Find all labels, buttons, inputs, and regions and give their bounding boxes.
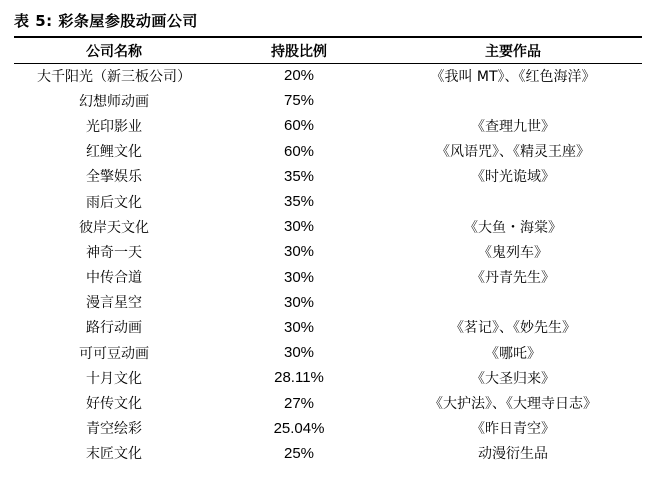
table-row — [14, 139, 642, 164]
company-name: 漫言星空 — [86, 295, 142, 312]
company-name: 幻想师动画 — [79, 93, 149, 110]
share-percent: 60% — [283, 142, 315, 160]
header-share: 持股比例 — [271, 44, 327, 60]
table-header-row — [14, 39, 642, 63]
company-name: 中传合道 — [86, 270, 142, 287]
major-works: 《大圣归来》 — [471, 370, 555, 387]
table-row — [14, 164, 642, 189]
company-name: 大千阳光（新三板公司） — [37, 68, 191, 85]
share-percent: 30% — [283, 318, 315, 336]
share-percent: 30% — [283, 268, 315, 286]
share-percent: 25% — [283, 444, 315, 462]
company-name: 彼岸天文化 — [79, 219, 149, 236]
company-name: 末匠文化 — [86, 446, 142, 463]
share-percent: 30% — [283, 243, 315, 261]
major-works: 《我叫 MT》、《红色海洋》 — [430, 68, 596, 85]
table-row — [14, 416, 642, 441]
major-works: 《时光诡域》 — [471, 169, 555, 186]
company-name: 青空绘彩 — [86, 421, 142, 438]
table-row — [14, 63, 642, 88]
table-caption: 表 5: 彩条屋参股动画公司 — [14, 12, 198, 30]
major-works: 《大鱼・海棠》 — [464, 219, 562, 236]
company-name: 雨后文化 — [86, 194, 142, 211]
share-percent: 60% — [283, 117, 315, 135]
table-top-rule — [14, 36, 642, 38]
major-works: 《鬼列车》 — [478, 244, 548, 261]
share-percent: 30% — [283, 344, 315, 362]
major-works: 《查理九世》 — [471, 118, 555, 135]
table-row — [14, 290, 642, 315]
company-name: 好传文化 — [86, 396, 142, 413]
header-works: 主要作品 — [485, 44, 541, 60]
major-works: 《大护法》、《大理寺日志》 — [429, 396, 597, 413]
table-row — [14, 214, 642, 239]
share-percent: 30% — [283, 293, 315, 311]
table-row — [14, 265, 642, 290]
major-works: 动漫衍生品 — [478, 446, 548, 463]
share-percent: 25.04% — [273, 419, 325, 437]
share-percent: 35% — [283, 193, 315, 211]
company-name: 光印影业 — [86, 118, 142, 135]
company-name: 可可豆动画 — [79, 345, 149, 362]
major-works: 《风语咒》、《精灵王座》 — [436, 144, 590, 161]
company-name: 全擎娱乐 — [86, 169, 142, 186]
table-row — [14, 189, 642, 214]
major-works: 《昨日青空》 — [471, 421, 555, 438]
table-row — [14, 365, 642, 390]
company-name: 红鲤文化 — [86, 144, 142, 161]
company-name: 神奇一天 — [86, 244, 142, 261]
share-percent: 30% — [283, 218, 315, 236]
major-works: 《哪吒》 — [485, 345, 541, 362]
major-works — [384, 290, 642, 315]
major-works: 《丹青先生》 — [471, 270, 555, 287]
share-percent: 28.11% — [274, 369, 324, 387]
share-percent: 20% — [283, 67, 315, 85]
share-percent: 35% — [283, 167, 315, 185]
table-row — [14, 390, 642, 415]
share-percent: 75% — [283, 92, 315, 110]
table-row — [14, 441, 642, 466]
header-company: 公司名称 — [86, 44, 142, 60]
company-name: 路行动画 — [86, 320, 142, 337]
share-percent: 27% — [283, 394, 315, 412]
shareholding-table — [14, 39, 642, 466]
table-row — [14, 315, 642, 340]
major-works — [384, 88, 642, 113]
table-row — [14, 88, 642, 113]
major-works: 《茗记》、《妙先生》 — [450, 320, 576, 337]
major-works — [384, 189, 642, 214]
table-row — [14, 340, 642, 365]
table-row — [14, 113, 642, 138]
table-row — [14, 239, 642, 264]
company-name: 十月文化 — [86, 370, 142, 387]
